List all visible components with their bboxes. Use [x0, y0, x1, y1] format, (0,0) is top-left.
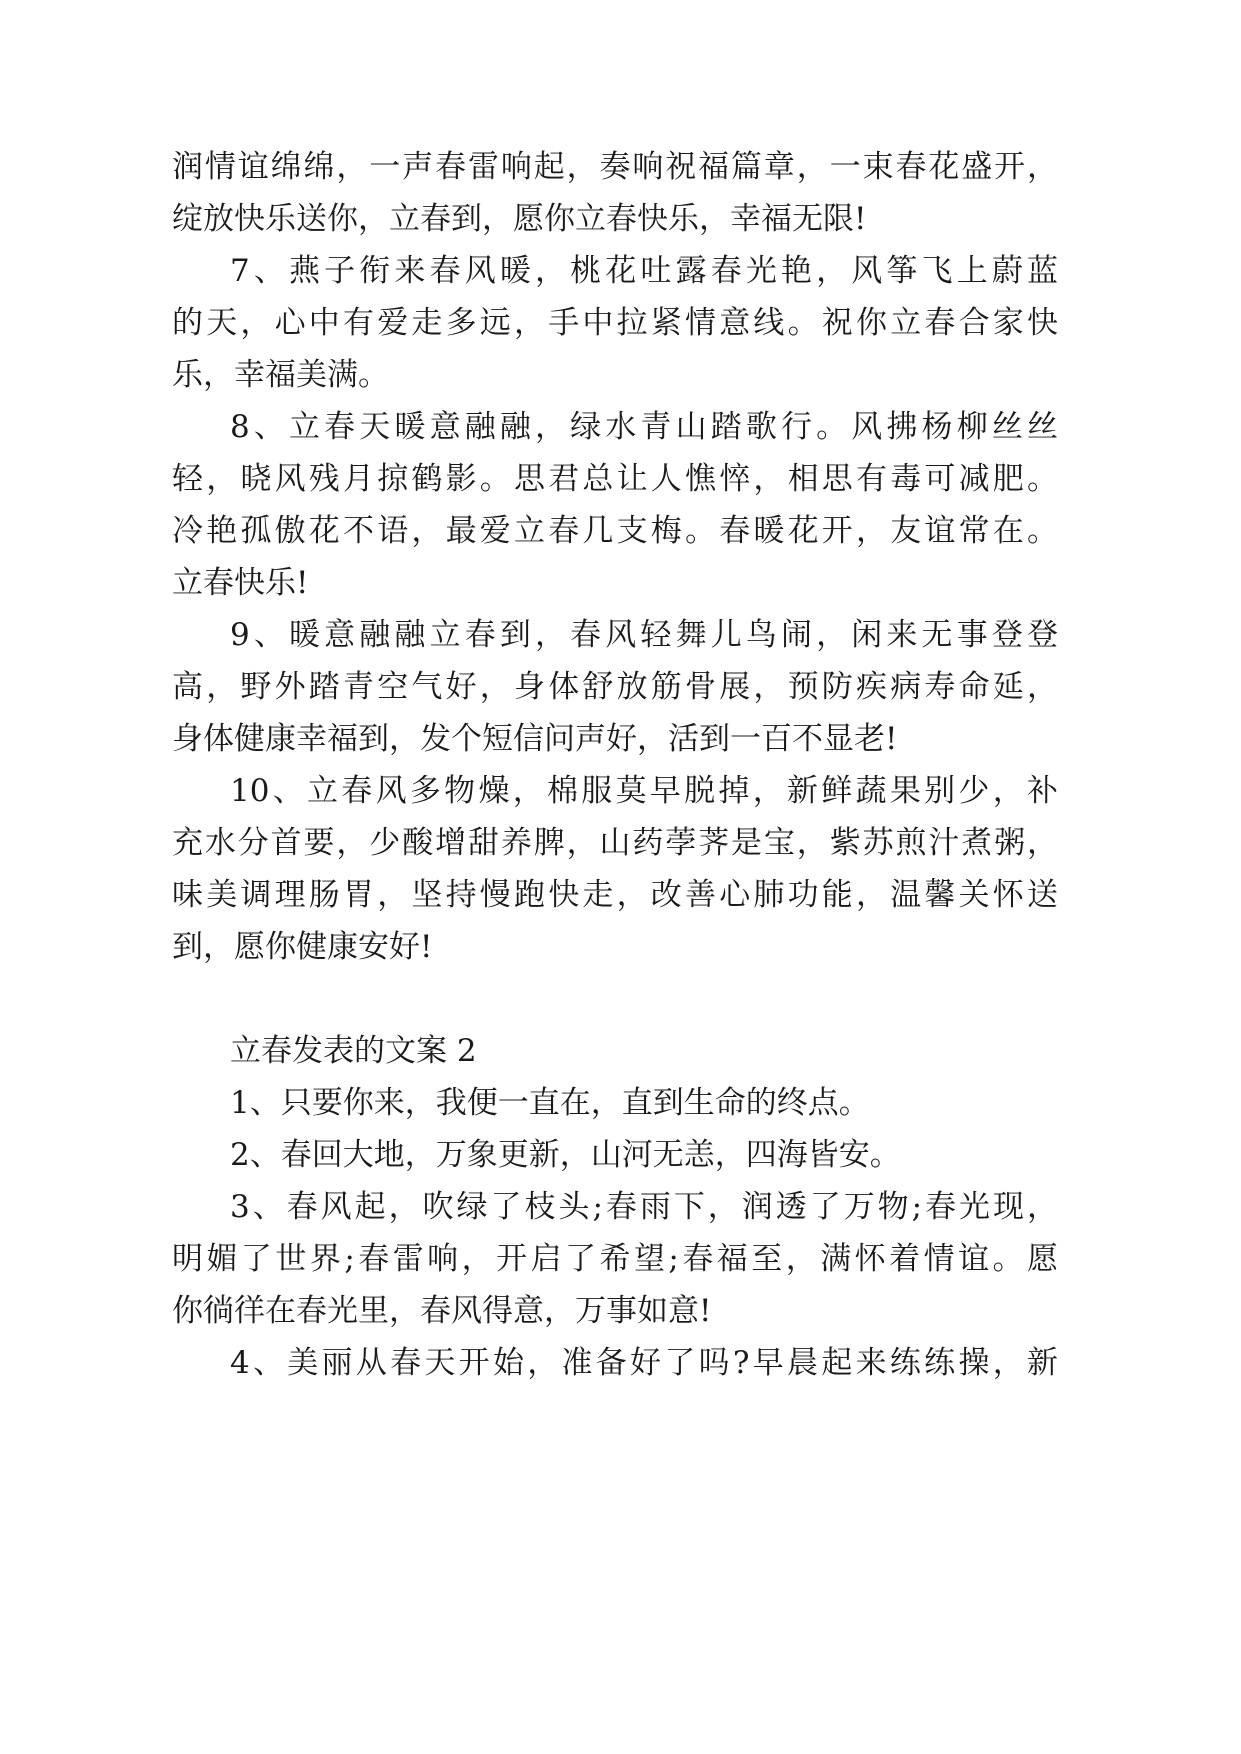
text-line: 冷艳孤傲花不语，最爱立春几支梅。春暖花开，友谊常在。	[172, 513, 1058, 549]
text-line: 的天，心中有爱走多远，手中拉紧情意线。祝你立春合家快	[172, 305, 1058, 341]
text-line: 高，野外踏青空气好，身体舒放筋骨展，预防疾病寿命延，	[172, 669, 1058, 705]
text-line: 明媚了世界;春雷响，开启了希望;春福至，满怀着情谊。愿	[172, 1241, 1058, 1277]
text-line: 到，愿你健康安好!	[172, 929, 433, 965]
text-line: 2、春回大地，万象更新，山河无恙，四海皆安。	[230, 1137, 901, 1173]
text-line: 润情谊绵绵，一声春雷响起，奏响祝福篇章，一束春花盛开，	[172, 149, 1058, 185]
text-line: 乐，幸福美满。	[172, 357, 389, 393]
text-line: 9、暖意融融立春到，春风轻舞儿鸟闹，闲来无事登登	[230, 617, 1058, 653]
text-line: 充水分首要，少酸增甜养脾，山药荸荠是宝，紫苏煎汁煮粥，	[172, 825, 1058, 861]
text-line: 7、燕子衔来春风暖，桃花吐露春光艳，风筝飞上蔚蓝	[230, 253, 1058, 289]
section-title: 立春发表的文案 2	[230, 1033, 477, 1069]
text-line: 3、春风起，吹绿了枝头;春雨下，润透了万物;春光现，	[230, 1189, 1058, 1225]
text-line: 1、只要你来，我便一直在，直到生命的终点。	[230, 1085, 870, 1121]
text-line: 10、立春风多物燥，棉服莫早脱掉，新鲜蔬果别少，补	[230, 773, 1058, 809]
text-line: 你徜徉在春光里，春风得意，万事如意!	[172, 1293, 712, 1329]
text-line: 轻，晓风残月掠鹤影。思君总让人憔悴，相思有毒可减肥。	[172, 461, 1058, 497]
text-line: 绽放快乐送你，立春到，愿你立春快乐，幸福无限!	[172, 201, 867, 237]
text-line: 身体健康幸福到，发个短信问声好，活到一百不显老!	[172, 721, 898, 757]
text-line: 8、立春天暖意融融，绿水青山踏歌行。风拂杨柳丝丝	[230, 409, 1058, 445]
text-line: 味美调理肠胃，坚持慢跑快走，改善心肺功能，温馨关怀送	[172, 877, 1058, 913]
text-line: 立春快乐!	[172, 565, 309, 601]
text-line: 4、美丽从春天开始，准备好了吗?早晨起来练练操，新	[230, 1345, 1058, 1381]
